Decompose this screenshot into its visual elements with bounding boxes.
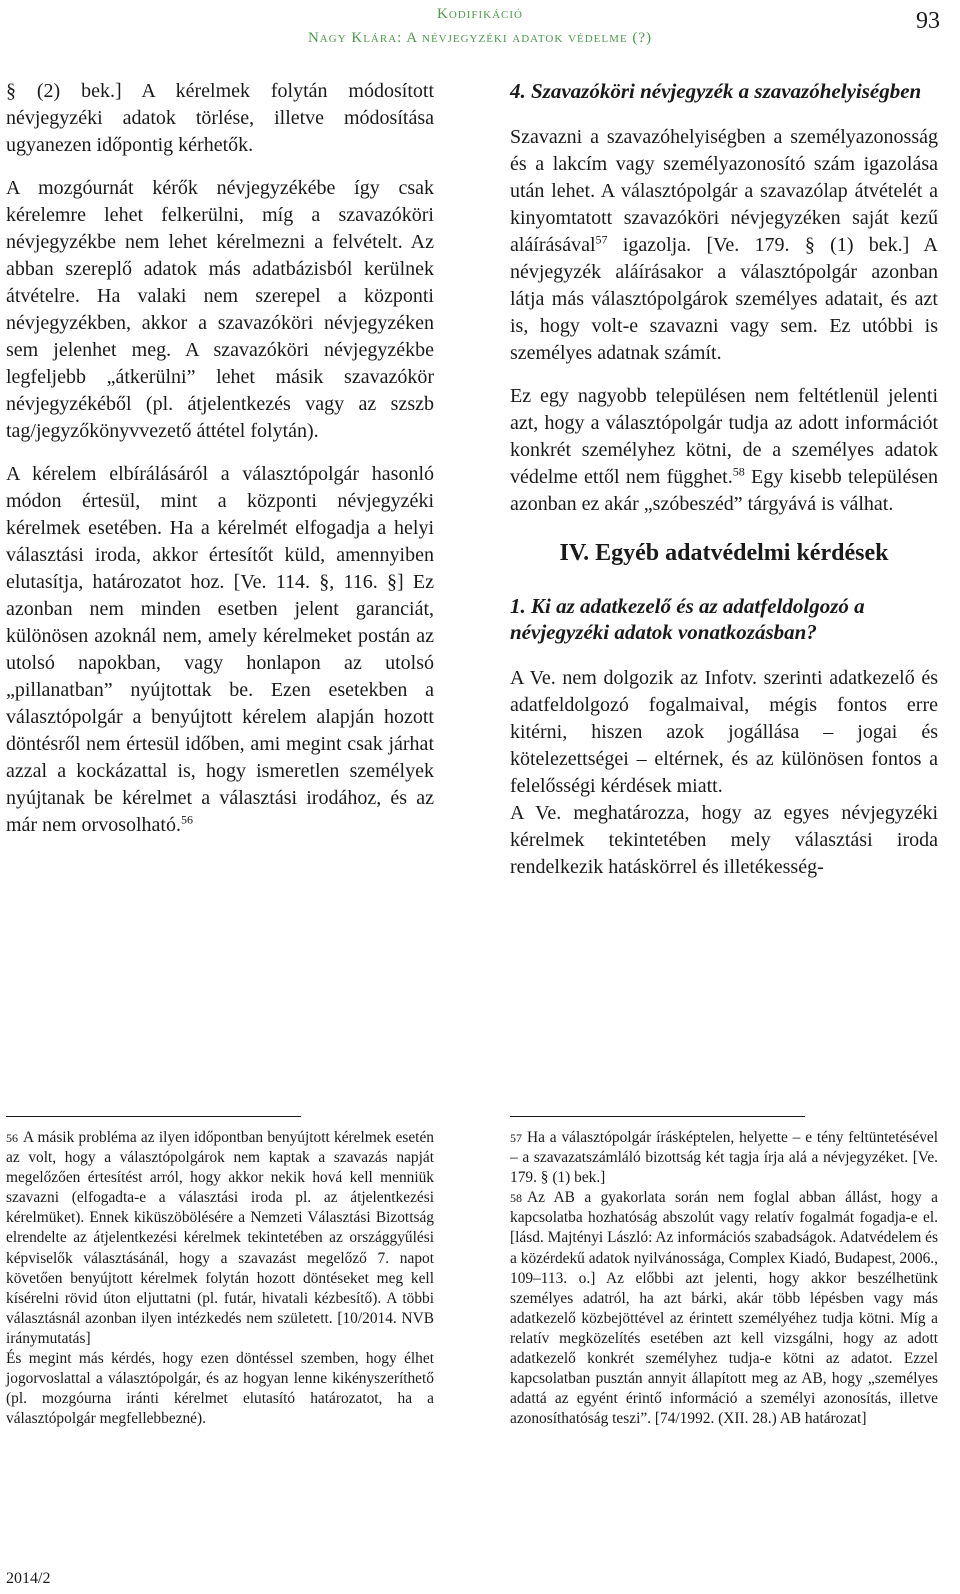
article-running-title: Nagy Klára: A névjegyzéki adatok védelme (?) bbox=[307, 30, 653, 46]
running-header bbox=[0, 0, 960, 62]
footnote-number: 57 bbox=[510, 1131, 522, 1145]
paragraph-text: A kérelem elbírálásáról a választópolgár hasonló módon értesül, mint a központi névjegyzéki kérelmek esetében. Ha a kérelmét elfogadja a helyi választási iroda, akkor értesítőt küld, amennyiben elutasítja, határozatot hoz. [Ve. 114. §, 116. §] Ez azonban nem minden esetben jelent garanciát, különösen azoknál nem, amely kérelmeket postán az utolsó napokban, vagy honlapon az utolsó „pillanatban” nyújtottak be. Ezen esetekben a választópolgár a benyújtott kérelem alapján hozott döntésről nem értesül időben, ami megint csak járhat azzal a kockázattal is, hogy ismeretlen személyek nyújtanak be kérelmet a választási irodához, és az már nem orvosolható. bbox=[6, 463, 434, 836]
paragraph-text: Ez egy nagyobb településen nem feltétlenül jelenti azt, hogy a választópolgár tudja az adott információt konkrét személyhez kötni, de a személyes adatok védelme ettől nem függhet. bbox=[510, 385, 938, 488]
footnotes-right bbox=[510, 1128, 938, 1429]
footnote-56-continued: És megint más kérdés, hogy ezen döntéssel szemben, hogy élhet jogorvoslattal a választópolgár, és az hogyan lenne kikényszeríthető (pl. mozgóurna iránti kérelmet elutasító határozatot, ha a választópolgár megfellebbezné). bbox=[6, 1350, 434, 1428]
subsection-heading: 1. Ki az adatkezelő és az adatfeldolgozó a névjegyzéki adatok vonatkozásban? bbox=[510, 594, 865, 644]
paragraph-text: igazolja. [Ve. 179. § (1) bek.] A névjegyzék aláírásakor a választópolgár azonban látja más választópolgárok személyes adatait, és azt is, hogy volt-e szavazni vagy sem. Ez utóbbi is személyes adatnak számít. bbox=[510, 234, 938, 364]
footnote-ref-58[interactable]: 58 bbox=[732, 464, 745, 479]
footnote-56 bbox=[6, 1128, 434, 1349]
footnote-ref-57[interactable]: 57 bbox=[595, 232, 608, 247]
paragraph-text: Szavazni a szavazóhelyiségben a személyazonosság és a lakcím vagy személyazonosító szám igazolása után lehet. A választópolgár a szavazólap átvételét a kinyomtatott szavazóköri névjegyzéken saját kezű aláírásával bbox=[510, 126, 938, 256]
page-number: 93 bbox=[916, 8, 940, 34]
footnote-text: Ha a választópolgár írásképtelen, helyette – e tény feltüntetésével – a szavazatszámláló bizottság két tagja írja alá a névjegyzéket. [Ve. 179. § (1) bek.] bbox=[510, 1129, 938, 1187]
paragraph bbox=[6, 461, 434, 839]
left-column bbox=[6, 78, 434, 839]
right-column bbox=[510, 78, 938, 881]
section-heading: IV. Egyéb adatvédelmi kérdések bbox=[559, 540, 889, 566]
paragraph-text: Egy kisebb településen azonban ez akár „szóbeszéd” tárgyává is válhat. bbox=[510, 466, 938, 515]
footnote-number: 56 bbox=[6, 1131, 18, 1145]
paragraph: A mozgóurnát kérők névjegyzékébe így csak kérelemre lehet felkerülni, míg a szavazóköri névjegyzékbe nem lehet kérelmezni a felvételt. Az abban szereplő adatok más adatbázisból kerülnek átvételre. Ha valaki nem szerepel a központi névjegyzékben, akkor a szavazóköri névjegyzéken sem jelenhet meg. A szavazóköri névjegyzékbe legfeljebb „átkerülni” lehet másik szavazókör névjegyzékéből (pl. átjelentkezés vagy az szszb tag/jegyzőkönyvvezető áttétel folytán). bbox=[6, 177, 434, 442]
footnotes-left bbox=[6, 1128, 434, 1429]
footnote-text: A másik probléma az ilyen időpontban benyújtott kérelmek esetén az volt, hogy a választópolgárok nem kaptak a szavazás napját megelőzően értesítést arról, hogy akkor nekik hová kell menniük szavazni (elfogadta-e a választási iroda pl. az átjelentkezési kérelmüket). Ennek kiküszöbölésére a Nemzeti Választási Bizottság elrendelte az átjelentkezési kérelmek tekintetében az országgyűlési képviselők választásánál, hogy a szavazást megelőző 7. napot követően benyújtott kérelmek folytán hozott döntéseket meg kell kísérelni rövid úton eljuttatni (pl. futár, hivatali kézbesítő). A többi választásnál azonban ilyen intézkedés nem született. [10/2014. NVB iránymutatás] bbox=[6, 1129, 434, 1347]
footnote-number: 58 bbox=[510, 1191, 522, 1206]
footnote-ref-56[interactable]: 56 bbox=[180, 812, 193, 827]
footnote-text: Az AB a gyakorlata során nem foglal abban állást, hogy a kapcsolatba hozhatóság abszolút vagy relatív fogalmát fogadja-e el. [lásd. Majtényi László: Az információs szabadságok. Adatvédelem és a közérdekű adatok nyilvánossága, Complex Kiadó, Budapest, 2006., 109–113. o.] Az előbbi azt jelenti, hogy akkor beszélhetünk személyes adatról, ha azt bárki, akár több lépésben vagy más adatkezelő közbejöttével az érintett személyéhez tudja kötni. Míg a relatív megközelítés esetében azt kell vizsgálni, hogy az adott adatkezelő konkrét személyhez tudja-e kötni az adatot. Ezzel kapcsolatban pusztán annyit állapított meg az AB, hogy „személyes adattá az egyént érintő információ a személyi azonosítás, illetve azonosíthatóság teszi”. [74/1992. (XII. 28.) AB határozat] bbox=[510, 1189, 938, 1428]
footnote-57 bbox=[510, 1128, 938, 1188]
paragraph: A Ve. meghatározza, hogy az egyes névjegyzéki kérelmek tekintetében mely választási iroda rendelkezik hatáskörrel és illetékesség- bbox=[510, 802, 938, 878]
journal-title: Kodifikáció bbox=[437, 6, 523, 22]
paragraph bbox=[510, 124, 938, 367]
paragraph: A Ve. nem dolgozik az Infotv. szerinti adatkezelő és adatfeldolgozó fogalmaival, mégis fontos erre kitérni, hiszen azok jogállása – jogai és kötelezettségei – eltérnek, és az különösen fontos a felelősségi kérdések miatt. bbox=[510, 667, 938, 797]
footnote-divider bbox=[510, 1116, 805, 1117]
issue-number: 2014/2 bbox=[6, 1570, 51, 1587]
footnote-58 bbox=[510, 1188, 938, 1429]
paragraph bbox=[510, 383, 938, 518]
paragraph: § (2) bek.] A kérelmek folytán módosított névjegyzéki adatok törlése, illetve módosítása ugyanezen időpontig kérhetők. bbox=[6, 80, 434, 156]
footnote-divider bbox=[6, 1116, 301, 1117]
subsection-heading: 4. Szavazóköri névjegyzék a szavazóhelyiségben bbox=[510, 79, 922, 103]
